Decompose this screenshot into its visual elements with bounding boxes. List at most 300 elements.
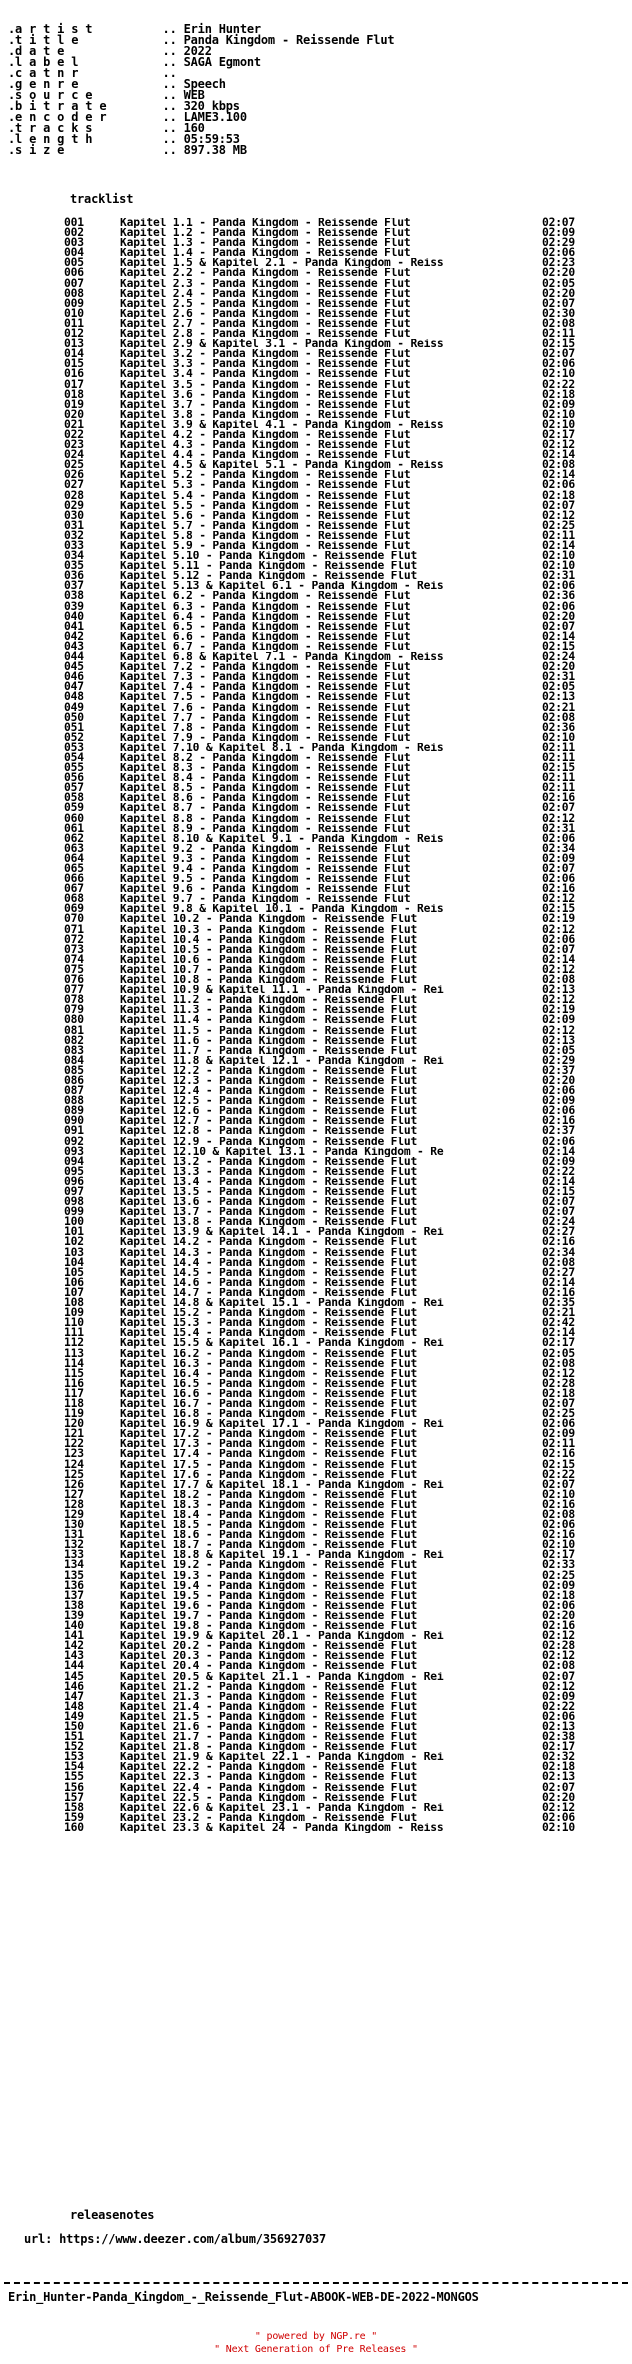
tracklist-heading: tracklist	[70, 192, 134, 206]
divider	[4, 2282, 628, 2284]
track-title: Kapitel 18.2 - Panda Kingdom - Reissende Flut	[120, 1489, 418, 1500]
track-row	[64, 1015, 575, 1025]
header-separator: ..	[162, 22, 184, 36]
track-title: Kapitel 13.7 - Panda Kingdom - Reissende Flut	[120, 1207, 418, 1218]
track-row	[64, 1308, 575, 1318]
track-title: Kapitel 20.5 & Kapitel 21.1 - Panda Kingdom - Rei	[120, 1671, 444, 1682]
track-length: 02:07	[542, 1780, 576, 1794]
track-number: 137	[64, 1588, 84, 1602]
track-length: 02:12	[542, 922, 576, 936]
track-row	[64, 884, 575, 894]
track-length: 02:06	[542, 872, 576, 886]
track-length: 02:09	[542, 226, 576, 240]
track-length: 02:18	[542, 1588, 576, 1602]
track-number: 057	[64, 781, 84, 795]
track-row	[64, 528, 576, 542]
track-length: 02:35	[542, 1296, 576, 1310]
track-length: 02:11	[542, 327, 576, 341]
track-title: Kapitel 1.1 - Panda Kingdom - Reissende Flut	[120, 218, 411, 229]
track-row	[64, 1631, 575, 1641]
track-length: 02:09	[542, 1094, 576, 1108]
track-row	[64, 1429, 575, 1439]
header-separator: ..	[162, 88, 184, 102]
release-url[interactable]: url: https://www.deezer.com/album/356927037	[24, 2232, 327, 2246]
track-title: Kapitel 22.5 - Panda Kingdom - Reissende Flut	[120, 1792, 418, 1803]
track-title: Kapitel 11.3 - Panda Kingdom - Reissende Flut	[120, 1005, 418, 1016]
track-number: 048	[64, 690, 84, 704]
track-length: 02:12	[542, 438, 576, 452]
track-title: Kapitel 22.2 - Panda Kingdom - Reissende Flut	[120, 1762, 418, 1773]
track-length: 02:15	[542, 761, 576, 775]
track-title: Kapitel 10.3 - Panda Kingdom - Reissende Flut	[120, 924, 418, 935]
track-length: 02:31	[542, 670, 576, 684]
track-number: 011	[64, 316, 84, 330]
track-title: Kapitel 5.4 - Panda Kingdom - Reissende Flut	[120, 490, 411, 501]
track-length: 02:06	[542, 478, 576, 492]
track-title: Kapitel 23.3 & Kapitel 24 - Panda Kingdom - Reiss	[120, 1822, 444, 1833]
track-number: 097	[64, 1185, 84, 1198]
track-length: 02:22	[542, 377, 576, 391]
track-title: Kapitel 2.5 - Panda Kingdom - Reissende Flut	[120, 298, 411, 309]
track-length: 02:09	[542, 1689, 576, 1703]
track-row	[64, 407, 576, 421]
track-length: 02:07	[542, 862, 576, 875]
track-row	[64, 1356, 576, 1370]
header-separator: ..	[162, 110, 184, 124]
track-number: 047	[64, 680, 84, 694]
track-number: 151	[64, 1730, 84, 1744]
track-length: 02:31	[542, 569, 576, 583]
track-row	[64, 1096, 575, 1106]
track-title: Kapitel 10.6 - Panda Kingdom - Reissende Flut	[120, 954, 418, 965]
track-length: 02:07	[542, 801, 576, 815]
track-length: 02:17	[542, 1336, 576, 1350]
track-title: Kapitel 5.5 - Panda Kingdom - Reissende Flut	[120, 500, 411, 511]
track-title: Kapitel 3.4 - Panda Kingdom - Reissende Flut	[120, 369, 411, 380]
track-number: 088	[64, 1094, 84, 1108]
track-row	[64, 1520, 575, 1530]
track-length: 02:12	[542, 1800, 576, 1814]
track-row	[64, 1820, 576, 1834]
track-row	[64, 1669, 576, 1683]
track-title: Kapitel 19.6 - Panda Kingdom - Reissende Flut	[120, 1600, 418, 1611]
track-length: 02:28	[542, 1639, 576, 1653]
track-row	[64, 740, 576, 754]
track-row	[64, 841, 576, 855]
track-row	[64, 904, 575, 914]
track-row	[64, 922, 576, 936]
track-title: Kapitel 5.9 - Panda Kingdom - Reissende Flut	[120, 541, 411, 552]
track-row	[64, 1227, 575, 1237]
track-title: Kapitel 19.9 & Kapitel 20.1 - Panda Kingdom - Rei	[120, 1631, 444, 1642]
track-number: 058	[64, 791, 84, 805]
track-number: 086	[64, 1073, 84, 1087]
track-number: 052	[64, 730, 84, 744]
track-row	[64, 1661, 575, 1671]
track-length: 02:15	[542, 1185, 576, 1198]
track-number: 064	[64, 851, 84, 865]
track-number: 148	[64, 1699, 84, 1713]
track-title: Kapitel 11.4 - Panda Kingdom - Reissende Flut	[120, 1015, 418, 1026]
track-row	[64, 377, 576, 391]
track-title: Kapitel 6.5 - Panda Kingdom - Reissende Flut	[120, 621, 411, 632]
track-row	[64, 894, 575, 904]
track-title: Kapitel 13.5 - Panda Kingdom - Reissende Flut	[120, 1187, 418, 1198]
track-number: 114	[64, 1356, 84, 1370]
track-title: Kapitel 14.2 - Panda Kingdom - Reissende Flut	[120, 1237, 418, 1248]
track-title: Kapitel 13.8 - Panda Kingdom - Reissende Flut	[120, 1217, 418, 1228]
track-number: 021	[64, 417, 84, 431]
track-title: Kapitel 13.3 - Panda Kingdom - Reissende Flut	[120, 1166, 418, 1177]
track-number: 042	[64, 629, 84, 643]
track-number: 158	[64, 1800, 84, 1814]
track-title: Kapitel 18.7 - Panda Kingdom - Reissende Flut	[120, 1540, 418, 1551]
track-length: 02:09	[542, 851, 576, 865]
track-number: 039	[64, 599, 84, 613]
header-key: .l a b e l	[8, 55, 163, 69]
track-length: 02:15	[542, 1457, 576, 1471]
track-title: Kapitel 19.3 - Panda Kingdom - Reissende Flut	[120, 1570, 418, 1581]
track-row	[64, 1568, 576, 1582]
track-number: 155	[64, 1770, 84, 1784]
track-length: 02:07	[542, 1195, 576, 1209]
track-length: 02:10	[542, 730, 576, 744]
track-row	[64, 498, 576, 512]
track-number: 081	[64, 1023, 84, 1037]
track-title: Kapitel 12.5 - Panda Kingdom - Reissende Flut	[120, 1096, 418, 1107]
track-title: Kapitel 11.8 & Kapitel 12.1 - Panda Kingdom - Rei	[120, 1055, 444, 1066]
track-row	[64, 1550, 575, 1560]
track-title: Kapitel 17.2 - Panda Kingdom - Reissende Flut	[120, 1429, 418, 1440]
track-length: 02:19	[542, 912, 576, 926]
track-row	[64, 1709, 576, 1723]
track-length: 02:08	[542, 316, 576, 330]
track-number: 023	[64, 438, 84, 452]
track-number: 160	[64, 1820, 84, 1834]
track-title: Kapitel 21.4 - Panda Kingdom - Reissende Flut	[120, 1701, 418, 1712]
track-row	[64, 1598, 576, 1612]
track-row	[64, 1275, 576, 1289]
track-number: 010	[64, 306, 84, 320]
track-length: 02:16	[542, 882, 576, 896]
track-title: Kapitel 21.9 & Kapitel 22.1 - Panda Kingdom - Rei	[120, 1752, 444, 1763]
track-number: 109	[64, 1306, 84, 1320]
track-length: 02:08	[542, 1508, 576, 1521]
header-value: 05:59:53	[183, 132, 240, 146]
track-row	[64, 228, 575, 238]
track-length: 02:18	[542, 1760, 576, 1774]
header-value: 320 kbps	[183, 99, 240, 113]
header-key: .s i z e	[8, 143, 163, 157]
track-length: 02:20	[542, 266, 576, 280]
track-length: 02:18	[542, 387, 576, 401]
track-number: 067	[64, 882, 84, 896]
track-row	[64, 692, 575, 702]
track-number: 016	[64, 367, 84, 381]
track-number: 031	[64, 518, 84, 532]
track-row	[64, 962, 576, 976]
track-row	[64, 700, 576, 714]
track-title: Kapitel 2.9 & Kapitel 3.1 - Panda Kingdom - Reiss	[120, 339, 444, 350]
track-row	[64, 1487, 576, 1501]
track-row	[64, 480, 575, 490]
track-title: Kapitel 9.7 - Panda Kingdom - Reissende Flut	[120, 894, 411, 905]
releasenotes-heading: releasenotes	[70, 2208, 155, 2222]
track-row	[64, 609, 576, 623]
track-title: Kapitel 7.10 & Kapitel 8.1 - Panda Kingdom - Reis	[120, 742, 444, 753]
track-row	[64, 248, 575, 258]
track-number: 018	[64, 387, 84, 401]
track-title: Kapitel 3.6 - Panda Kingdom - Reissende Flut	[120, 389, 411, 400]
track-row	[64, 1790, 576, 1804]
track-row	[64, 1449, 575, 1459]
track-row	[64, 1780, 576, 1794]
track-title: Kapitel 4.5 & Kapitel 5.1 - Panda Kingdom - Reiss	[120, 460, 444, 471]
track-title: Kapitel 11.2 - Panda Kingdom - Reissende Flut	[120, 995, 418, 1006]
header-value: Panda Kingdom - Reissende Flut	[183, 33, 395, 47]
header-separator: ..	[162, 121, 184, 135]
track-number: 094	[64, 1154, 84, 1168]
track-row	[64, 1810, 576, 1824]
track-row	[64, 1540, 575, 1550]
track-length: 02:08	[542, 710, 576, 724]
track-row	[64, 1023, 576, 1037]
track-row	[64, 1033, 576, 1047]
track-number: 089	[64, 1104, 84, 1118]
track-title: Kapitel 6.2 - Panda Kingdom - Reissende Flut	[120, 591, 411, 602]
track-row	[64, 1164, 576, 1178]
track-number: 069	[64, 902, 84, 916]
track-length: 02:09	[542, 1578, 576, 1592]
track-length: 02:10	[542, 549, 576, 563]
track-title: Kapitel 16.9 & Kapitel 17.1 - Panda Kingdom - Rei	[120, 1419, 444, 1430]
track-row	[64, 1255, 576, 1269]
track-length: 02:22	[542, 1164, 576, 1178]
track-title: Kapitel 8.8 - Panda Kingdom - Reissende Flut	[120, 813, 411, 824]
track-length: 02:19	[542, 1003, 576, 1017]
track-length: 02:11	[542, 771, 576, 785]
track-title: Kapitel 11.5 - Panda Kingdom - Reissende Flut	[120, 1025, 418, 1036]
track-row	[64, 1386, 576, 1400]
track-title: Kapitel 4.2 - Panda Kingdom - Reissende Flut	[120, 429, 411, 441]
track-row	[64, 1126, 575, 1136]
track-title: Kapitel 11.6 - Panda Kingdom - Reissende Flut	[120, 1035, 418, 1046]
track-length: 02:10	[542, 1538, 576, 1552]
track-length: 02:13	[542, 983, 576, 997]
track-row	[64, 1719, 576, 1733]
track-length: 02:12	[542, 892, 576, 906]
track-length: 02:16	[542, 1497, 576, 1511]
track-row	[64, 1346, 576, 1360]
track-length: 02:37	[542, 1124, 576, 1138]
track-number: 020	[64, 407, 84, 421]
track-row	[64, 1187, 575, 1197]
track-number: 078	[64, 993, 84, 1007]
track-title: Kapitel 21.6 - Panda Kingdom - Reissende Flut	[120, 1721, 418, 1733]
track-number: 015	[64, 357, 84, 371]
track-length: 02:23	[542, 256, 576, 270]
track-length: 02:24	[542, 1215, 576, 1229]
track-row	[64, 1245, 576, 1259]
track-length: 02:07	[542, 1669, 576, 1683]
track-length: 02:05	[542, 1346, 576, 1360]
track-length: 02:12	[542, 1366, 576, 1380]
track-length: 02:13	[542, 1033, 576, 1047]
track-length: 02:30	[542, 306, 576, 320]
track-number: 105	[64, 1265, 84, 1279]
track-title: Kapitel 6.6 - Panda Kingdom - Reissende Flut	[120, 631, 411, 642]
track-number: 136	[64, 1578, 84, 1592]
track-length: 02:06	[542, 599, 576, 613]
track-number: 157	[64, 1790, 84, 1804]
track-title: Kapitel 3.5 - Panda Kingdom - Reissende Flut	[120, 379, 411, 390]
header-separator: ..	[162, 44, 184, 58]
track-row	[64, 339, 575, 349]
track-title: Kapitel 22.3 - Panda Kingdom - Reissende Flut	[120, 1772, 418, 1783]
track-title: Kapitel 14.7 - Panda Kingdom - Reissende Flut	[120, 1287, 418, 1299]
track-row	[64, 1328, 575, 1338]
track-number: 061	[64, 821, 84, 835]
track-row	[64, 682, 575, 692]
track-length: 02:29	[542, 1053, 576, 1067]
track-length: 02:08	[542, 1356, 576, 1370]
track-title: Kapitel 5.8 - Panda Kingdom - Reissende Flut	[120, 530, 411, 541]
track-length: 02:14	[542, 952, 576, 966]
track-title: Kapitel 5.12 - Panda Kingdom - Reissende Flut	[120, 571, 418, 582]
track-title: Kapitel 21.5 - Panda Kingdom - Reissende Flut	[120, 1711, 418, 1722]
track-length: 02:31	[542, 821, 576, 835]
track-length: 02:25	[542, 1407, 576, 1421]
header-value: Speech	[183, 77, 226, 91]
track-title: Kapitel 21.2 - Panda Kingdom - Reissende Flut	[120, 1681, 418, 1692]
track-row	[64, 518, 576, 532]
track-row	[64, 387, 576, 401]
track-number: 091	[64, 1124, 84, 1138]
track-title: Kapitel 1.4 - Panda Kingdom - Reissende Flut	[120, 248, 411, 259]
track-row	[64, 508, 576, 522]
track-row	[64, 450, 575, 460]
header-key: .t r a c k s	[8, 121, 163, 135]
track-length: 02:14	[542, 1144, 576, 1158]
header-separator: ..	[162, 143, 184, 157]
track-number: 054	[64, 750, 84, 764]
track-number: 060	[64, 811, 84, 825]
track-number: 082	[64, 1033, 84, 1047]
track-number: 051	[64, 720, 84, 734]
track-title: Kapitel 5.7 - Panda Kingdom - Reissende Flut	[120, 520, 411, 531]
track-row	[64, 662, 575, 672]
track-number: 099	[64, 1205, 84, 1219]
track-length: 02:11	[542, 528, 576, 542]
track-length: 02:06	[542, 357, 576, 371]
track-length: 02:20	[542, 1073, 576, 1087]
track-number: 028	[64, 488, 84, 502]
track-number: 034	[64, 549, 84, 563]
track-row	[64, 952, 576, 966]
track-length: 02:14	[542, 468, 576, 482]
track-row	[64, 1237, 575, 1247]
header-key: .a r t i s t	[8, 22, 163, 36]
track-number: 071	[64, 922, 84, 936]
track-title: Kapitel 14.6 - Panda Kingdom - Reissende Flut	[120, 1277, 418, 1288]
track-title: Kapitel 8.10 & Kapitel 9.1 - Panda Kingdom - Reis	[120, 833, 444, 844]
track-number: 043	[64, 639, 84, 653]
header-value: 897.38 MB	[183, 143, 247, 157]
track-number: 065	[64, 862, 84, 875]
header-separator: ..	[162, 55, 184, 69]
track-length: 02:06	[542, 1709, 576, 1723]
track-number: 135	[64, 1568, 84, 1582]
track-number: 075	[64, 962, 84, 976]
track-row	[64, 619, 576, 633]
track-row	[64, 1651, 575, 1661]
track-row	[64, 218, 575, 228]
track-length: 02:08	[542, 458, 576, 472]
track-row	[64, 1409, 575, 1419]
track-title: Kapitel 23.2 - Panda Kingdom - Reissende Flut	[120, 1812, 418, 1823]
track-row	[64, 821, 576, 835]
track-length: 02:17	[542, 1740, 576, 1754]
header-separator: ..	[162, 77, 184, 91]
track-title: Kapitel 18.4 - Panda Kingdom - Reissende Flut	[120, 1510, 418, 1521]
track-number: 133	[64, 1548, 84, 1562]
track-number: 125	[64, 1467, 84, 1481]
track-row	[64, 427, 576, 441]
track-title: Kapitel 2.8 - Panda Kingdom - Reissende Flut	[120, 329, 411, 340]
track-row	[64, 1419, 575, 1429]
track-length: 02:32	[542, 1750, 576, 1764]
track-number: 090	[64, 1114, 84, 1128]
track-row	[64, 1207, 575, 1217]
track-title: Kapitel 8.2 - Panda Kingdom - Reissende Flut	[120, 752, 411, 764]
track-number: 129	[64, 1508, 84, 1521]
track-number: 145	[64, 1669, 84, 1683]
track-number: 117	[64, 1386, 84, 1400]
track-row	[64, 1086, 575, 1096]
track-number: 153	[64, 1750, 84, 1764]
track-number: 112	[64, 1336, 84, 1350]
track-row	[64, 942, 576, 956]
track-title: Kapitel 8.6 - Panda Kingdom - Reissende Flut	[120, 793, 411, 804]
track-row	[64, 349, 575, 359]
track-title: Kapitel 6.4 - Panda Kingdom - Reissende Flut	[120, 611, 411, 622]
track-length: 02:06	[542, 932, 576, 946]
track-title: Kapitel 5.10 - Panda Kingdom - Reissende Flut	[120, 551, 418, 562]
track-length: 02:07	[542, 1205, 576, 1219]
track-row	[64, 1752, 575, 1762]
track-title: Kapitel 15.5 & Kapitel 16.1 - Panda Kingdom - Rei	[120, 1338, 444, 1349]
track-length: 02:12	[542, 811, 576, 825]
track-number: 014	[64, 347, 84, 361]
track-title: Kapitel 19.7 - Panda Kingdom - Reissende Flut	[120, 1610, 418, 1622]
track-number: 085	[64, 1063, 84, 1077]
track-number: 003	[64, 236, 84, 250]
track-title: Kapitel 8.3 - Panda Kingdom - Reissende Flut	[120, 763, 411, 774]
track-row	[64, 720, 576, 734]
track-number: 104	[64, 1255, 84, 1269]
track-number: 150	[64, 1719, 84, 1733]
track-length: 02:10	[542, 417, 576, 431]
track-title: Kapitel 3.8 - Panda Kingdom - Reissende Flut	[120, 409, 411, 420]
track-row	[64, 783, 575, 793]
track-row	[64, 874, 575, 884]
track-row	[64, 417, 576, 431]
track-title: Kapitel 12.9 - Panda Kingdom - Reissende Flut	[120, 1136, 418, 1147]
track-length: 02:16	[542, 791, 576, 805]
track-title: Kapitel 14.8 & Kapitel 15.1 - Panda Kingdom - Rei	[120, 1298, 444, 1309]
track-number: 141	[64, 1629, 84, 1643]
track-length: 02:10	[542, 407, 576, 421]
